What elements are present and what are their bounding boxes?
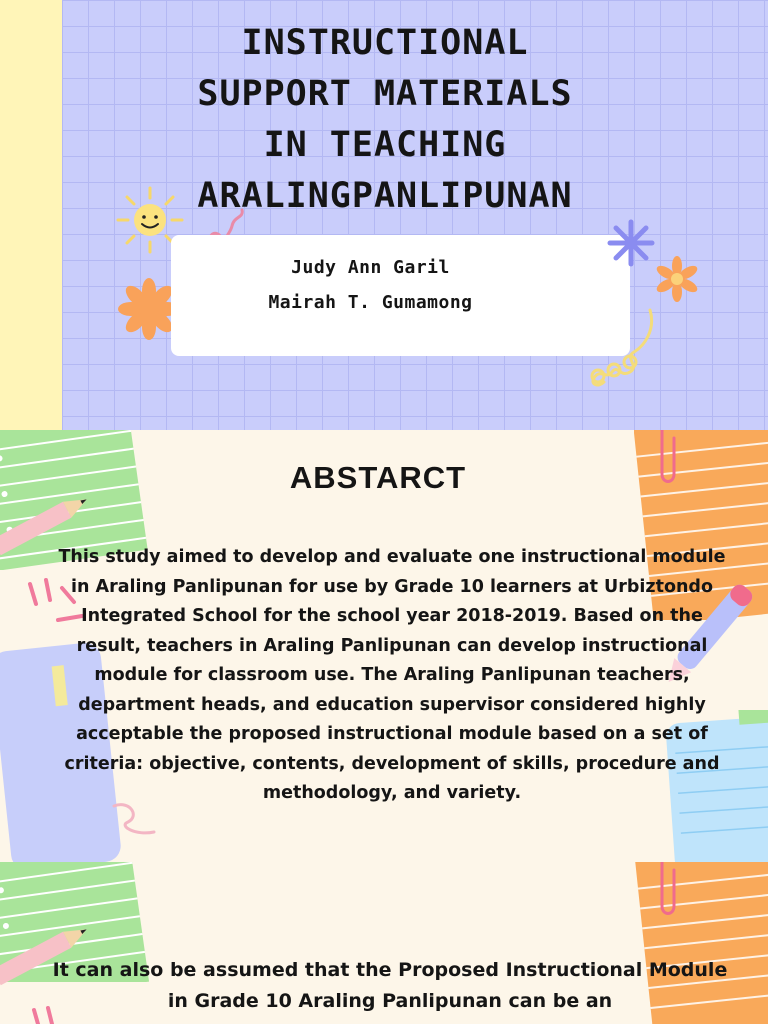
continuation-slide: [0, 862, 768, 1024]
author-name: Mairah T. Gumamong: [268, 292, 473, 313]
spiral-icon: [584, 306, 660, 390]
continuation-text: It can also be assumed that the Proposed Instructional Module in Grade 10 Araling Panlipunan can be an: [52, 959, 728, 1012]
title-line: ARALINGPANLIPUNAN: [197, 176, 573, 216]
star-burst-icon: [606, 218, 656, 268]
title-line: IN TEACHING: [263, 125, 507, 165]
abstract-heading: ABSTARCT: [289, 460, 467, 495]
left-color-strip: [0, 0, 62, 430]
abstract-slide: [0, 430, 768, 862]
title-line: INSTRUCTIONAL: [241, 23, 529, 63]
paperclip-icon: [652, 862, 682, 922]
title-line: SUPPORT MATERIALS: [197, 74, 573, 114]
title-slide: [0, 0, 768, 430]
author-name: Judy Ann Garil: [291, 257, 450, 278]
abstract-body: This study aimed to develop and evaluate one instructional module in Araling Panlipunan for use by Grade 10 learners at Urbiztondo Integrated School for the school year 2018-2019. Based on the result, teachers in Araling Panlipunan can develop instructional module for classroom use. The Araling Panlipunan teachers, department heads, and education supervisor considered highly acceptable the proposed instructional module based on a set of criteria: objective, contents, development of skills, procedure and methodology, and variety.: [58, 547, 726, 803]
authors-card: [171, 235, 630, 356]
flower-icon: [652, 254, 702, 304]
